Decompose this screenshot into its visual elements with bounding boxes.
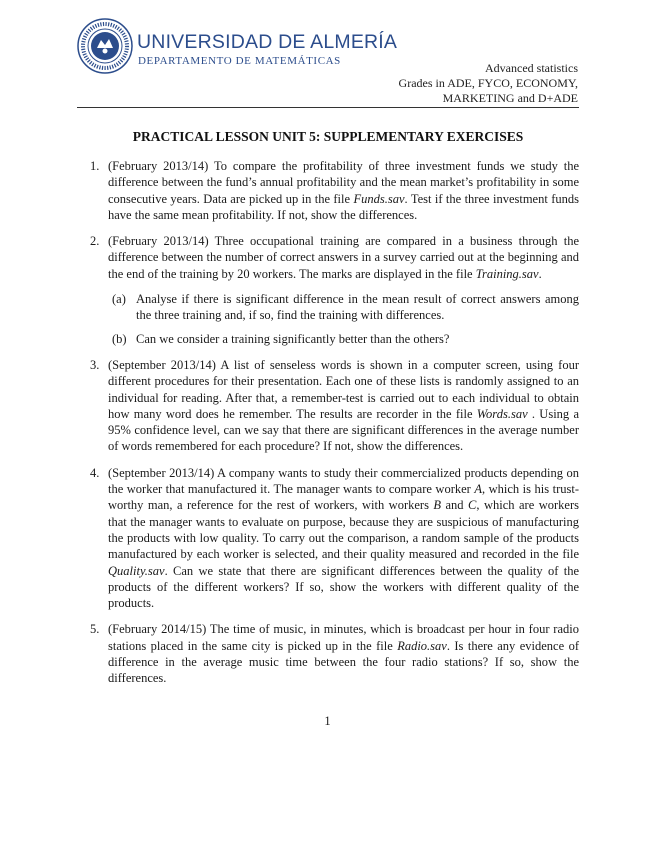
sub-question-text: Analyse if there is significant difference in the mean result of correct answers among the three training and, if so, find the training with differences. <box>136 292 579 323</box>
exercise-item <box>77 233 579 347</box>
exercise-text: (February 2013/14) Three occupational training are compared in a business through the difference between the number of correct answers in a survey carried out at the beginning and the end of the training by 20 workers. The marks are displayed in the file Training.sav. <box>108 234 579 281</box>
exercise-text: (September 2013/14) A company wants to study their commercialized products depending on the worker that manufactured it. The manager wants to compare worker A, which is his trust-worthy man, a reference for the rest of workers, with workers B and C, which are workers that the manager wants to evaluate on purpose, because they are suspicious of manufacturing the products with low quality. To carry out the comparison, a random sample of the products manufactured by each worker is selected, and their quality measured and recorded in the file Quality.sav. Can we state that there are significant differences between the quality of the products of the different workers? If so, show the workers with different quality of the products. <box>108 465 579 611</box>
exercise-text: (September 2013/14) A list of senseless words is shown in a computer screen, using four different procedures for their presentation. Each one of these lists is randomly assigned to an individual for reading. After that, a remember-test is carried out to each individual to obtain how many word does he remember. The results are recorder in the file Words.sav . Using a 95% confidence level, can we say that there are significant differences in the average number of words remembered for each procedure? If not, show the differences. <box>108 357 579 454</box>
exercise-number: 4. <box>90 465 100 480</box>
exercise-text: (February 2014/15) The time of music, in minutes, which is broadcast per hour in four radio stations placed in the same city is picked up in the file Radio.sav. Is there any evidence of difference in the average music time between the four radio stations? If so, show the differences. <box>108 622 579 686</box>
file-name: Radio.sav <box>397 638 447 653</box>
course-title: Advanced statistics <box>485 61 578 75</box>
file-name: Words.sav <box>476 406 528 421</box>
page-number: 1 <box>324 714 331 728</box>
exercise-number: 2. <box>90 234 100 249</box>
exercise-list <box>77 158 579 697</box>
course-info <box>399 61 578 106</box>
university-name: UNIVERSIDAD DE ALMERÍA <box>137 31 398 53</box>
exercise-number: 1. <box>90 159 100 173</box>
sub-question-label: (b) <box>112 331 127 346</box>
exercise-item <box>77 158 579 223</box>
exercise-item <box>77 621 579 686</box>
file-name: Quality.sav <box>108 563 165 578</box>
department-name: DEPARTAMENTO DE MATEMÁTICAS <box>138 55 341 67</box>
exercise-number: 3. <box>90 357 100 372</box>
page-title: PRACTICAL LESSON UNIT 5: SUPPLEMENTARY EXERCISES <box>132 129 524 144</box>
exercise-item <box>77 357 579 455</box>
sub-question <box>108 331 579 347</box>
course-grades-line1: Grades in ADE, FYCO, ECONOMY, <box>398 76 578 90</box>
exercise-item <box>77 465 579 612</box>
sub-question <box>108 291 579 324</box>
sub-question-label: (a) <box>112 292 126 307</box>
course-grades-line2: MARKETING and D+ADE <box>442 91 578 105</box>
header-divider <box>77 107 579 108</box>
exercise-number: 5. <box>90 622 100 637</box>
exercise-text: (February 2013/14) To compare the profitability of three investment funds we study the difference between the fund’s annual profitability and the mean market’s profitability in some consecutive years. Data are picked up in the file Funds.sav. Test if the three investment funds have the same mean profitability. If not, show the differences. <box>108 159 579 222</box>
file-name: Funds.sav <box>353 191 405 206</box>
university-seal-logo <box>77 18 133 74</box>
file-name: Training.sav <box>475 266 539 281</box>
sub-question-text: Can we consider a training significantly better than the others? <box>136 331 450 346</box>
